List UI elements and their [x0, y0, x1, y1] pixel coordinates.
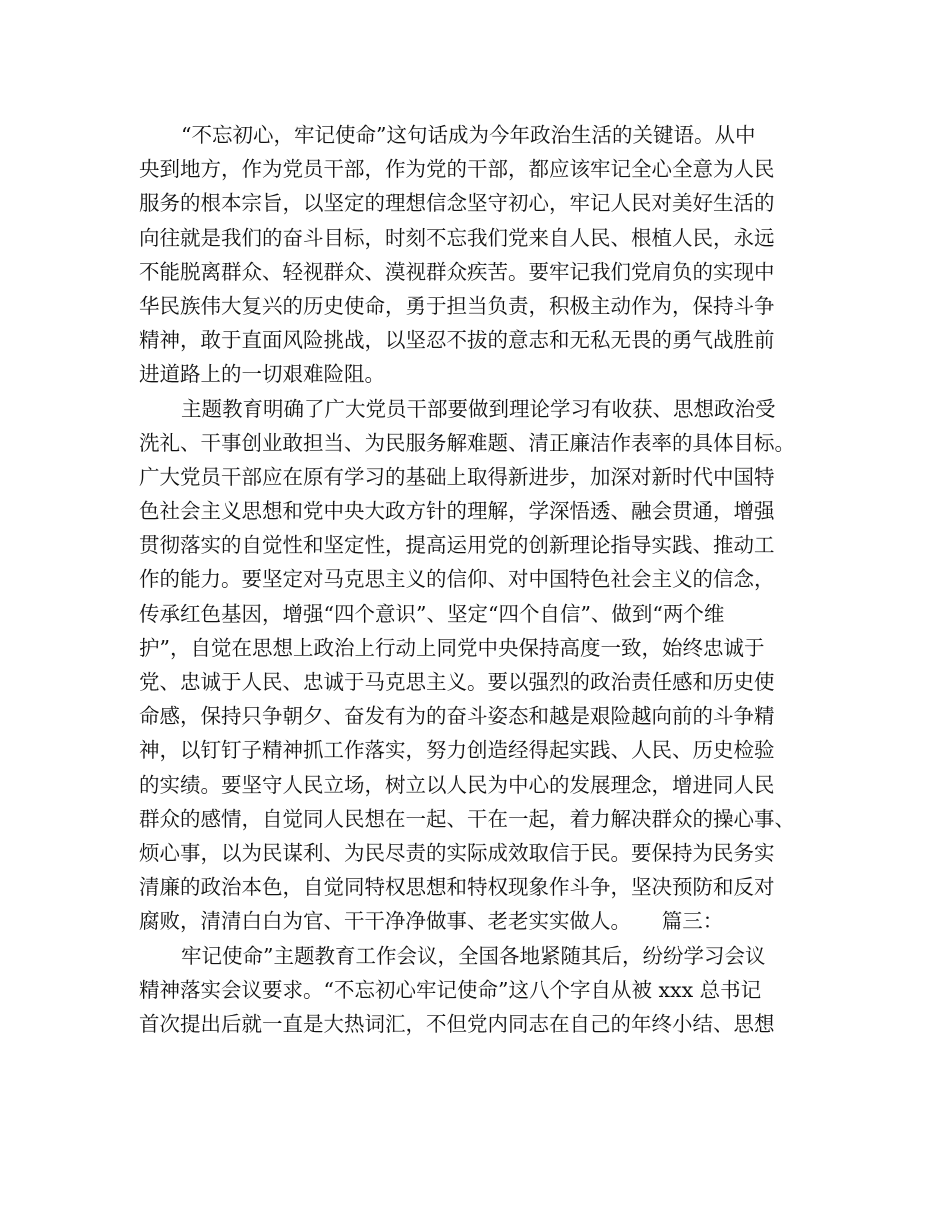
paragraph-2-line-10: 命感，保持只争朝夕、奋发有为的奋斗姿态和越是艰险越向前的斗争精 [139, 704, 775, 729]
paragraph-2-line-8: 护”，自觉在思想上政治上行动上同党中央保持高度一致，始终忠诚于 [139, 635, 765, 660]
paragraph-2-line-6: 作的能力。要坚定对马克思主义的信仰、对中国特色社会主义的信念， [139, 567, 775, 592]
paragraph-2-line-2: 洗礼、干事创业敢担当、为民服务解难题、清正廉洁作表率的具体目标。 [139, 430, 795, 455]
paragraph-2-line-12: 的实绩。要坚守人民立场，树立以人民为中心的发展理念，增进同人民 [139, 772, 775, 797]
paragraph-2-line-15: 清廉的政治本色，自觉同特权思想和特权现象作斗争，坚决预防和反对 [139, 875, 775, 900]
paragraph-2-line-11: 神，以钉钉子精神抓工作落实，努力创造经得起实践、人民、历史检验 [139, 738, 775, 763]
paragraph-1-line-4: 向往就是我们的奋斗目标，时刻不忘我们党来自人民、根植人民，永远 [139, 225, 775, 250]
paragraph-1-line-5: 不能脱离群众、轻视群众、漠视群众疾苦。要牢记我们党肩负的实现中 [139, 259, 775, 284]
paragraph-1-line-8: 进道路上的一切艰难险阻。 [139, 362, 385, 387]
paragraph-2-line-9: 党、忠诚于人民、忠诚于马克思主义。要以强烈的政治责任感和历史使 [139, 670, 775, 694]
paragraph-3-line-2: 精神落实会议要求。“不忘初心牢记使命”这八个字自从被 xxx 总书记 [139, 977, 762, 1002]
paragraph-2-line-5: 贯彻落实的自觉性和坚定性，提高运用党的创新理论指导实践、推动工 [139, 533, 775, 558]
paragraph-1-line-2: 央到地方，作为党员干部，作为党的干部，都应该牢记全心全意为人民 [139, 157, 775, 182]
paragraph-2-line-1: 主题教育明确了广大党员干部要做到理论学习有收获、思想政治受 [181, 396, 776, 421]
paragraph-3-line-3: 首次提出后就一直是大热词汇，不但党内同志在自己的年终小结、思想 [139, 1011, 775, 1036]
paragraph-1-line-6: 华民族伟大复兴的历史使命，勇于担当负责，积极主动作为，保持斗争 [139, 293, 775, 318]
paragraph-2-line-14: 烦心事，以为民谋利、为民尽责的实际成效取信于民。要保持为民务实 [139, 840, 775, 865]
paragraph-1-line-7: 精神，敢于直面风险挑战，以坚忍不拔的意志和无私无畏的勇气战胜前 [139, 328, 775, 353]
document-body [139, 118, 819, 1041]
paragraph-1-line-3: 服务的根本宗旨，以坚定的理想信念坚守初心，牢记人民对美好生活的 [139, 191, 775, 216]
paragraph-2-line-16: 腐败，清清白白为官、干干净净做事、老老实实做人。 篇三： [139, 909, 724, 934]
paragraph-2-line-3: 广大党员干部应在原有学习的基础上取得新进步，加深对新时代中国特 [139, 464, 775, 489]
paragraph-3-line-1: 牢记使命”主题教育工作会议，全国各地紧随其后，纷纷学习会议 [181, 943, 766, 968]
paragraph-2-line-7: 传承红色基因，增强“四个意识”、坚定“四个自信”、做到“两个维 [139, 601, 725, 626]
paragraph-1-line-1: “不忘初心，牢记使命”这句话成为今年政治生活的关键语。从中 [181, 123, 756, 147]
paragraph-2-line-13: 群众的感情，自觉同人民想在一起、干在一起，着力解决群众的操心事、 [139, 806, 795, 831]
paragraph-2-line-4: 色社会主义思想和党中央大政方针的理解，学深悟透、融会贯通，增强 [139, 499, 775, 524]
